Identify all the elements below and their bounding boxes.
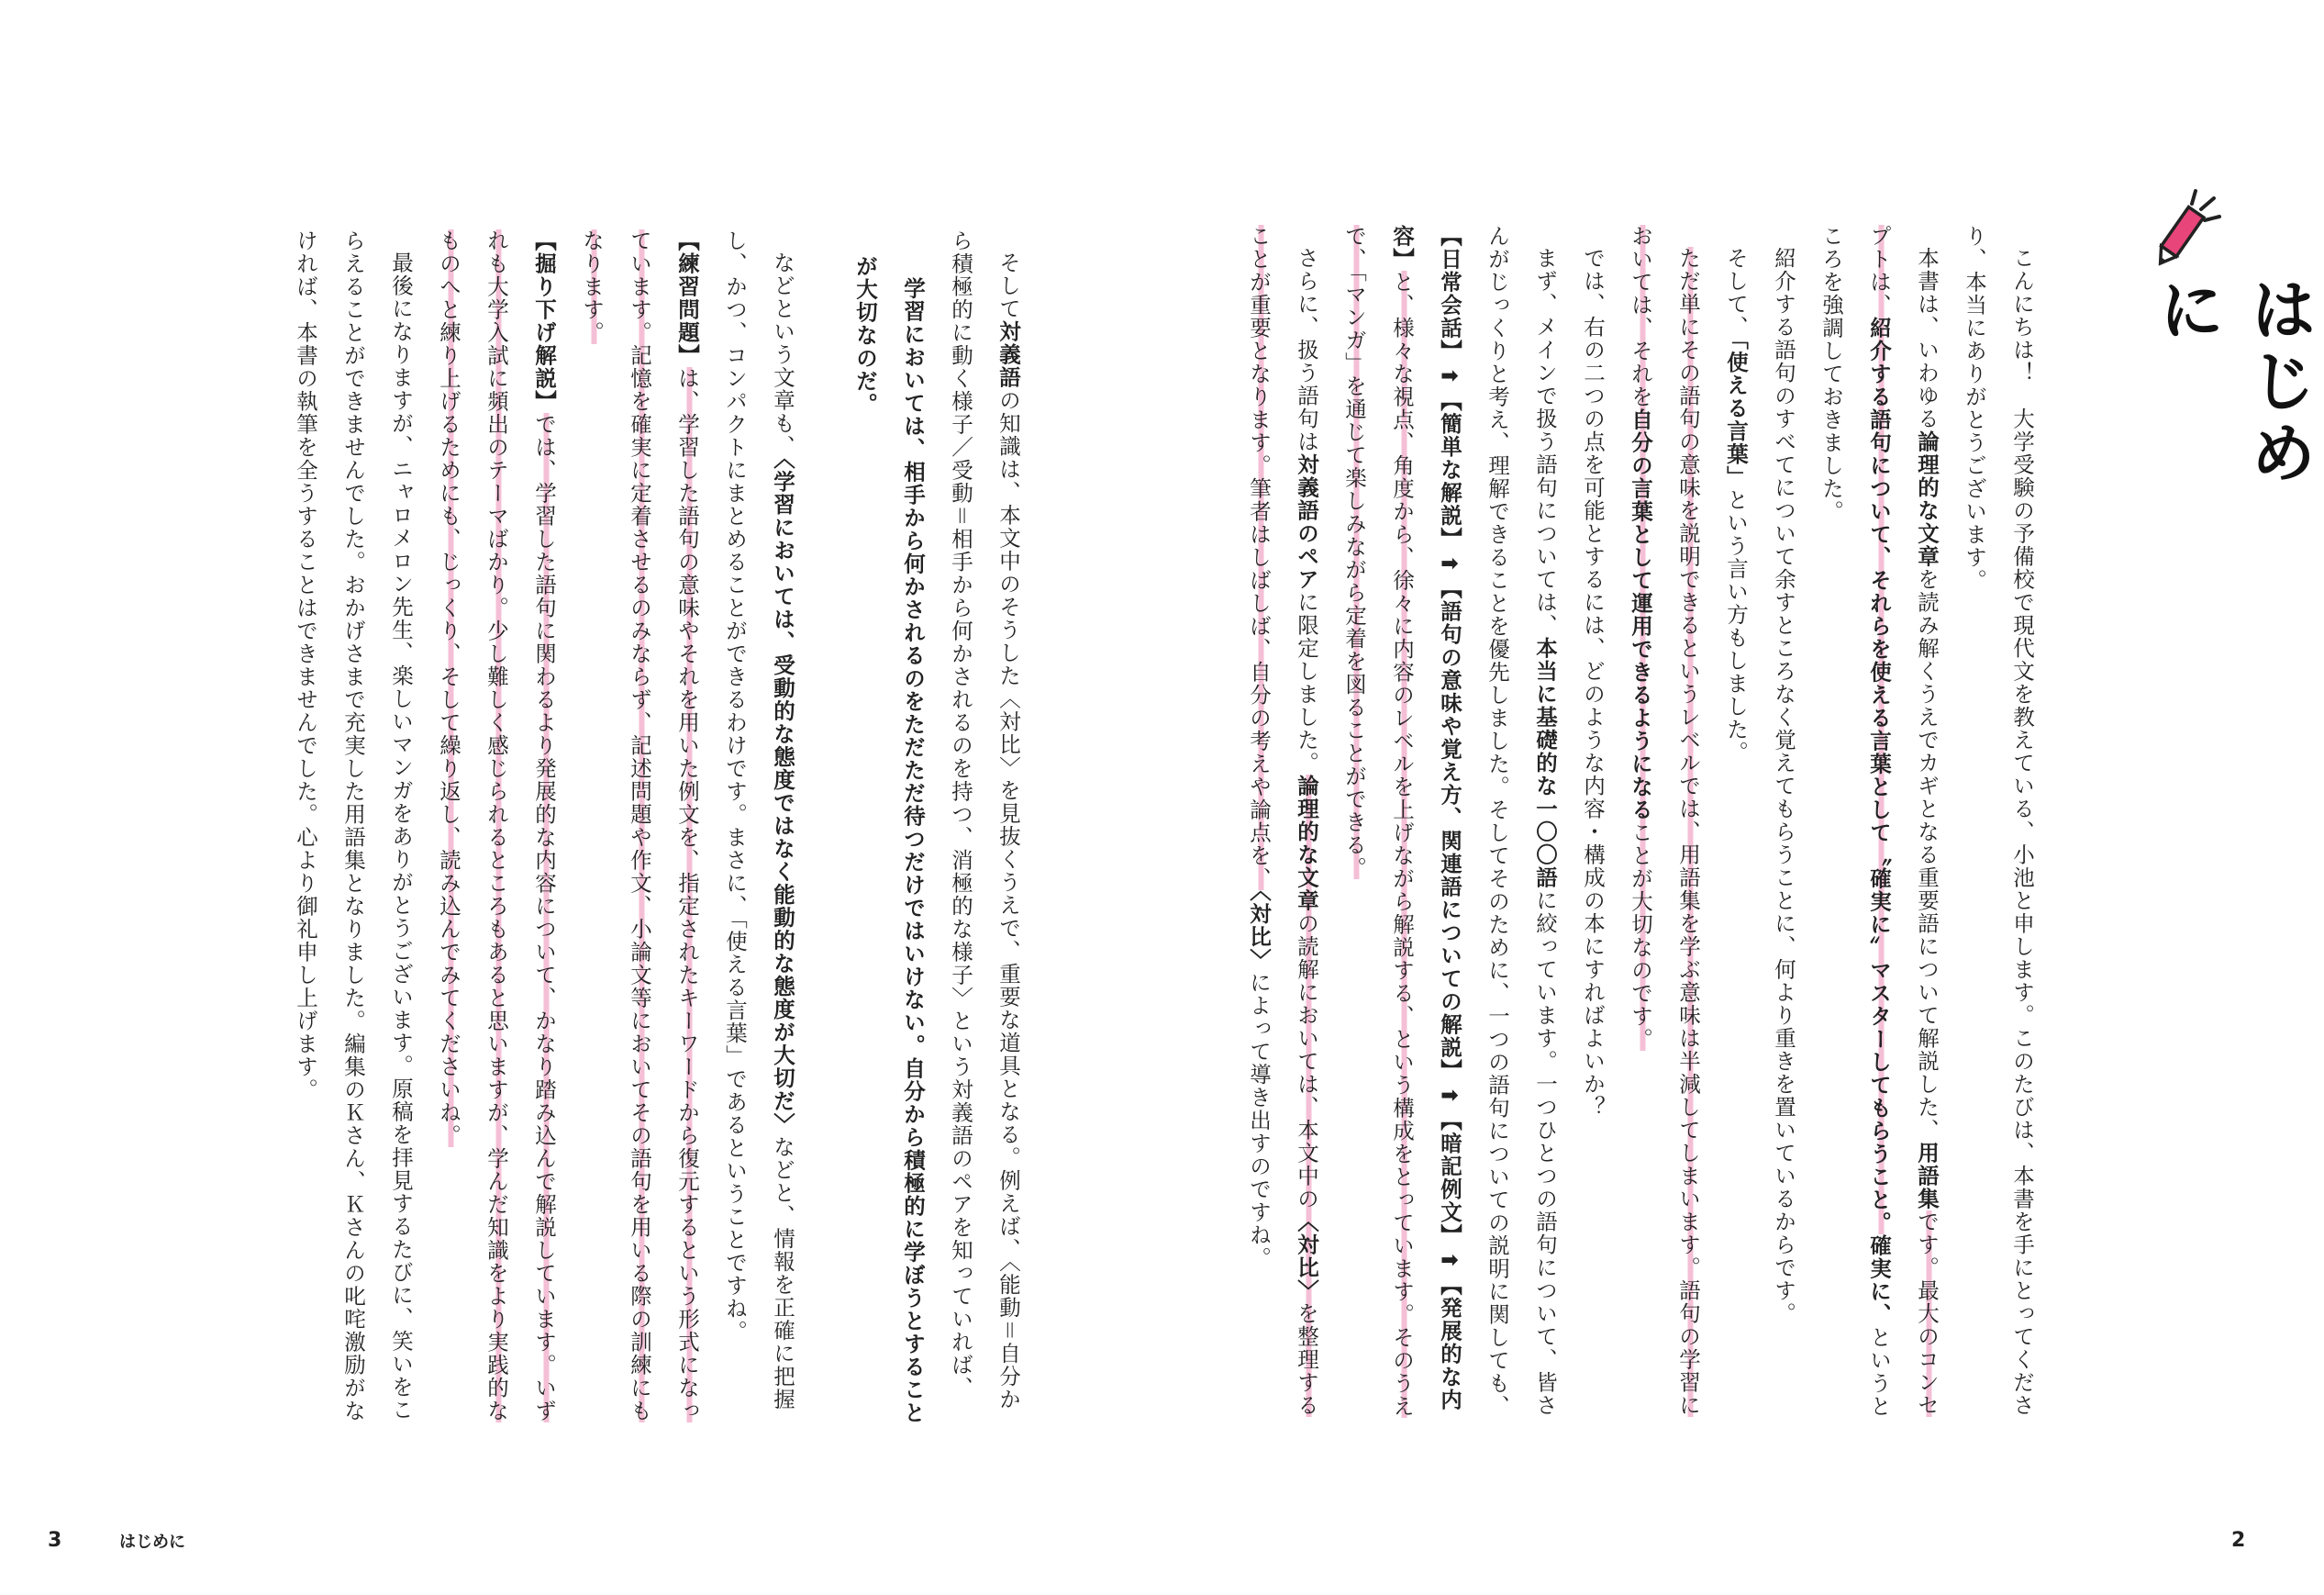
page-number-right: 2 <box>2231 1529 2246 1552</box>
left-page-body <box>161 229 1032 1427</box>
paragraph: こんにちは！ 大学受験の予備校で現代文を教えている、小池と申します。このたびは、本書を手にとってくださり、本当にありがとうございます。 <box>1962 225 2035 1417</box>
paragraph: 本書は、いわゆる論理的な文章を読み解くうえでカギとなる重要語について解説した、用語集です。最大のコンセプトは、紹介する語句について、それらを使える言葉として〝確実に〟マスターしてもらうこと。確実に、というところを強調しておきました。 <box>1818 225 1940 1418</box>
pencil-icon <box>2144 184 2227 271</box>
paragraph: そして対義語の知識は、本文中のそうした〈対比〉を見抜くうえで、重要な道具となる。例えば、〈能動＝自分から積極的に動く様子／受動＝相手から何かされるのを持つ、消極的な様子〉という対義語のペアを知っていれば、 <box>948 229 1021 1411</box>
page-number-left: 3 <box>48 1529 62 1552</box>
right-page-body <box>1246 225 2046 1427</box>
paragraph: 最後になりますが、ニャロメロン先生、楽しいマンガをありがとうございます。原稿を拝見するたびに、笑いをこらえることができませんでした。おかげさまで充実した用語集となりました。編集のＫさん、Ｋさんの叱咤激励がなければ、本書の執筆を全うすることはできませんでした。心より御礼申し上げます。 <box>293 229 414 1422</box>
paragraph: などという文章も、〈学習においては、受動的な態度ではなく能動的な態度が大切だ〉などと、情報を正確に把握し、かつ、コンパクトにまとめることができるわけです。まさに、「使える言葉」であるということですね。 <box>722 229 795 1411</box>
example-sentence: 学習においては、相手から何かされるのをただただ待つだけではいけない。自分から積極的に学ぼうとすることが大切なのだ。 <box>852 255 926 1424</box>
paragraph: そして、「使える言葉」という言い方もしました。 <box>1723 246 1749 764</box>
paragraph: 【掘り下げ解説】では、学習した語句に関わるより発展的な内容について、かなり踏み込んで解説しています。いずれも大学入試に頻出のテーマばかり。少し難しく感じられるところもあると思いますが、学んだ知識をより実践的なものへと練り上げるためにも、じっくり、そして繰り返し、読み込んでみてくださいね。 <box>436 229 557 1422</box>
paragraph: 【練習問題】は、学習した語句の意味やそれを用いた例文を、指定されたキーワードから復元するという形式になっています。記憶を確実に定着させるのみならず、記述問題や作文、小論文等においてその語句を用いる際の訓練にもなります。 <box>579 229 700 1422</box>
paragraph: では、右の二つの点を可能とするには、どのような内容・構成の本にすればよいか？ <box>1580 246 1606 1119</box>
paragraph: まず、メインで扱う語句については、本当に基礎的な一〇〇語に絞っています。一つひとつの語句について、皆さんがじっくりと考え、理解できることを優先しました。そしてそのために、一つの語句についての説明に関しても、【日常会話】➡【簡単な解説】➡【語句の意味や覚え方、関連語についての解説】➡【暗記例文】➡【発展的な内容】と、様々な視点、角度から、徐々に内容のレベルを上げながら解説する、という構成をとっています。そのうえで、「マンガ」を通じて楽しみながら定着を図ることができる。 <box>1341 225 1558 1418</box>
paragraph: ただ単にその語句の意味を説明できるというレベルでは、用語集を学ぶ意味は半減してしまいます。語句の学習においては、それを自分の言葉として運用できるようになることが大切なのです。 <box>1628 225 1701 1417</box>
paragraph: さらに、扱う語句は対義語のペアに限定しました。論理的な文章の読解においては、本文中の〈対比〉を整理することが重要となります。筆者はしばしば、自分の考えや論点を、〈対比〉によって導き出すのですね。 <box>1246 225 1319 1417</box>
running-header-left: はじめに <box>119 1533 185 1552</box>
title-block <box>2133 184 2317 514</box>
page-title: はじめに <box>2148 275 2317 490</box>
paragraph: 紹介する語句のすべてについて余すところなく覚えてもらうことに、何より重きを置いているからです。 <box>1771 246 1796 1325</box>
